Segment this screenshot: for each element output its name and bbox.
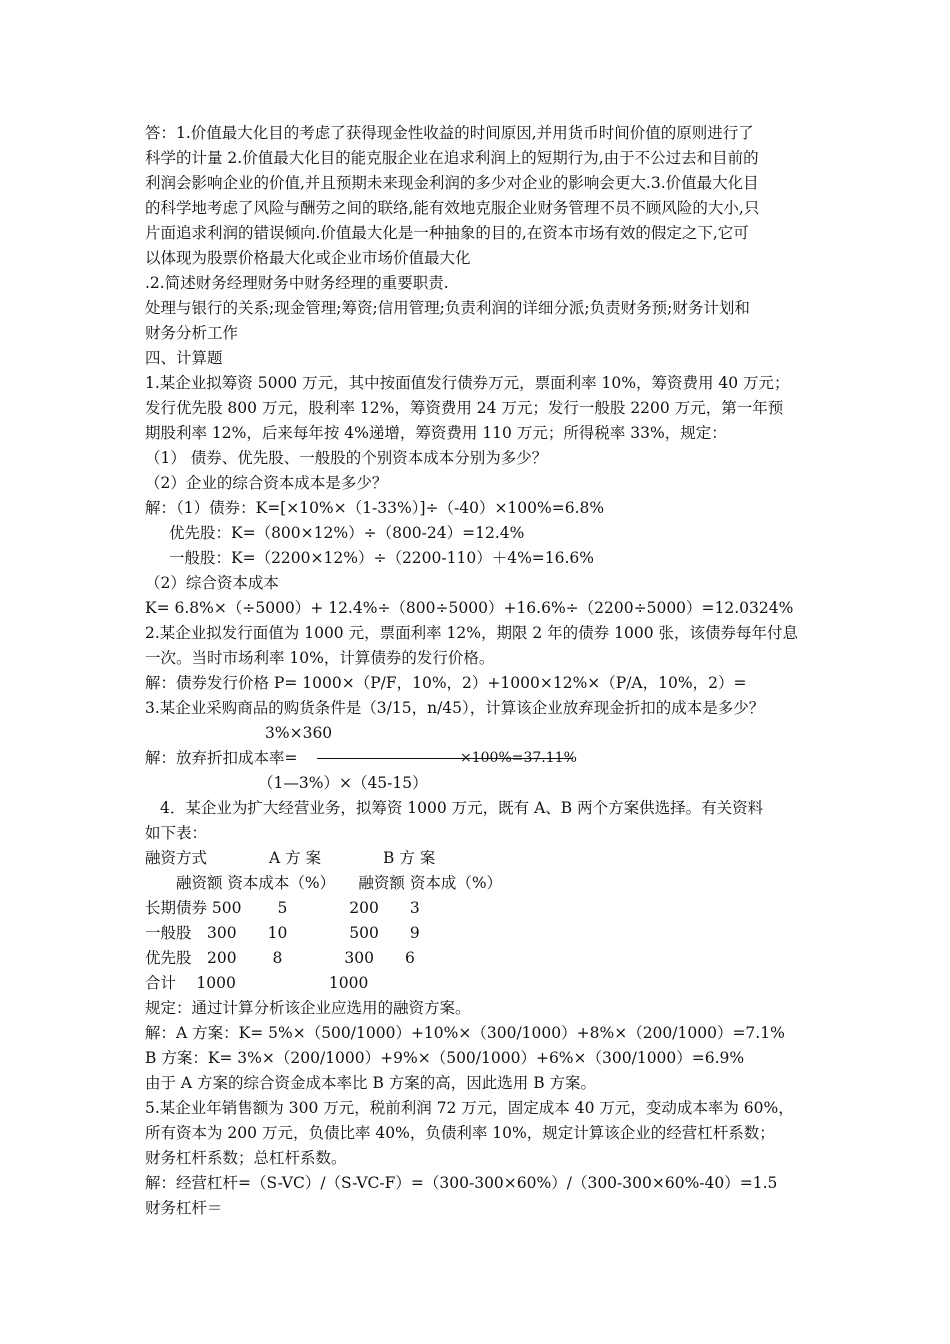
- solution-line: （2）综合资本成本: [145, 574, 279, 592]
- fraction-denominator: （1—3%）×（45-15）: [258, 774, 428, 792]
- answer-line: 以体现为股票价格最大化或企业市场价值最大化: [145, 249, 471, 267]
- problem-line: 发行优先股 800 万元，股利率 12%，筹资费用 24 万元；发行一般股 2200 万元，第一年预: [145, 399, 784, 417]
- table-row: 长期债券 500 5 200 3: [145, 899, 420, 917]
- fraction-result: ×100%=37.11%: [460, 750, 577, 766]
- solution-line: 解：债券发行价格 P= 1000×（P/F，10%，2）+1000×12%×（P/A，10%，2）=: [145, 674, 747, 692]
- solution-line: K= 6.8%×（÷5000）+ 12.4%÷（800÷5000）+16.6%÷（2200÷5000）=12.0324%: [145, 599, 794, 617]
- table-row: 合计 1000 1000: [145, 974, 369, 992]
- problem-line: （1） 债券、优先股、一般股的个别资本成本分别为多少？: [145, 449, 548, 467]
- problem-line: 所有资本为 200 万元，负债比率 40%，负债利率 10%，规定计算该企业的经营杠杆系数；: [145, 1124, 775, 1142]
- solution-line: 解：（1）债券：K=[×10%×（1-33%）]÷（-40）×100%=6.8%: [145, 499, 605, 517]
- problem-line: 一次。当时市场利率 10%，计算债券的发行价格。: [145, 649, 495, 667]
- solution-line: 优先股：K=（800×12%）÷（800-24）=12.4%: [169, 524, 525, 542]
- table-header: 融资方式 A 方 案 B 方 案: [145, 849, 436, 867]
- solution-line: B 方案：K= 3%×（200/1000）+9%×（500/1000）+6%×（300/1000）=6.9%: [145, 1049, 745, 1067]
- problem-line: 2.某企业拟发行面值为 1000 元，票面利率 12%，期限 2 年的债券 1000 张，该债券每年付息: [145, 624, 798, 642]
- solution-line: 解：经营杠杆=（S-VC）/（S-VC-F）=（300-300×60%）/（300-300×60%-40）=1.5: [145, 1174, 778, 1192]
- table-subheader: 融资额 资本成本（%） 融资额 资本成（%）: [145, 874, 503, 892]
- answer-line: 处理与银行的关系;现金管理;筹资;信用管理;负责利润的详细分派;负责财务预;财务计划和: [145, 299, 750, 317]
- problem-line: 规定：通过计算分析该企业应选用的融资方案。: [145, 999, 471, 1017]
- section-heading: 四、计算题: [145, 349, 223, 367]
- fraction-numerator: 3%×360: [265, 724, 333, 742]
- problem-line: 4．某企业为扩大经营业务，拟筹资 1000 万元，既有 A、B 两个方案供选择。有关资料: [160, 799, 764, 817]
- question-title: .2.简述财务经理财务中财务经理的重要职责.: [145, 274, 449, 292]
- solution-line: 一般股：K=（2200×12%）÷（2200-110）＋4%=16.6%: [169, 549, 595, 567]
- problem-line: 如下表：: [145, 824, 208, 842]
- answer-line: 的科学地考虑了风险与酬劳之间的联络,能有效地克服企业财务管理不员不顾风险的大小,只: [145, 199, 760, 217]
- solution-line: 财务杠杆＝: [145, 1199, 223, 1217]
- problem-line: 1.某企业拟筹资 5000 万元，其中按面值发行债券万元，票面利率 10%，筹资费用 40 万元；: [145, 374, 790, 392]
- answer-line: 片面追求利润的错误倾向.价值最大化是一种抽象的目的,在资本市场有效的假定之下,它可: [145, 224, 749, 242]
- answer-line: 利润会影响企业的价值,并且预期未来现金利润的多少对企业的影响会更大.3.价值最大化目: [145, 174, 759, 192]
- table-row: 一般股 300 10 500 9: [145, 924, 420, 942]
- problem-line: 财务杠杆系数；总杠杆系数。: [145, 1149, 347, 1167]
- solution-label: 解：放弃折扣成本率=: [145, 749, 298, 767]
- answer-line: 答：1.价值最大化目的考虑了获得现金性收益的时间原因,并用货币时间价值的原则进行了: [145, 124, 754, 142]
- answer-line: 财务分析工作: [145, 324, 239, 342]
- answer-line: 科学的计量 2.价值最大化目的能克服企业在追求利润上的短期行为,由于不公过去和目前的: [145, 149, 759, 167]
- problem-line: 3.某企业采购商品的购货条件是（3/15，n/45），计算该企业放弃现金折扣的成本是多少？: [145, 699, 765, 717]
- problem-line: （2）企业的综合资本成本是多少？: [145, 474, 388, 492]
- solution-line: 由于 A 方案的综合资金成本率比 B 方案的高，因此选用 B 方案。: [145, 1074, 597, 1092]
- problem-line: 期股利率 12%，后来每年按 4%递增，筹资费用 110 万元；所得税率 33%，规定：: [145, 424, 727, 442]
- problem-line: 5.某企业年销售额为 300 万元，税前利润 72 万元，固定成本 40 万元，变动成本率为 60%，: [145, 1099, 794, 1117]
- solution-line: 解：A 方案：K= 5%×（500/1000）+10%×（300/1000）+8%×（200/1000）=7.1%: [145, 1024, 785, 1042]
- table-row: 优先股 200 8 300 6: [145, 949, 415, 967]
